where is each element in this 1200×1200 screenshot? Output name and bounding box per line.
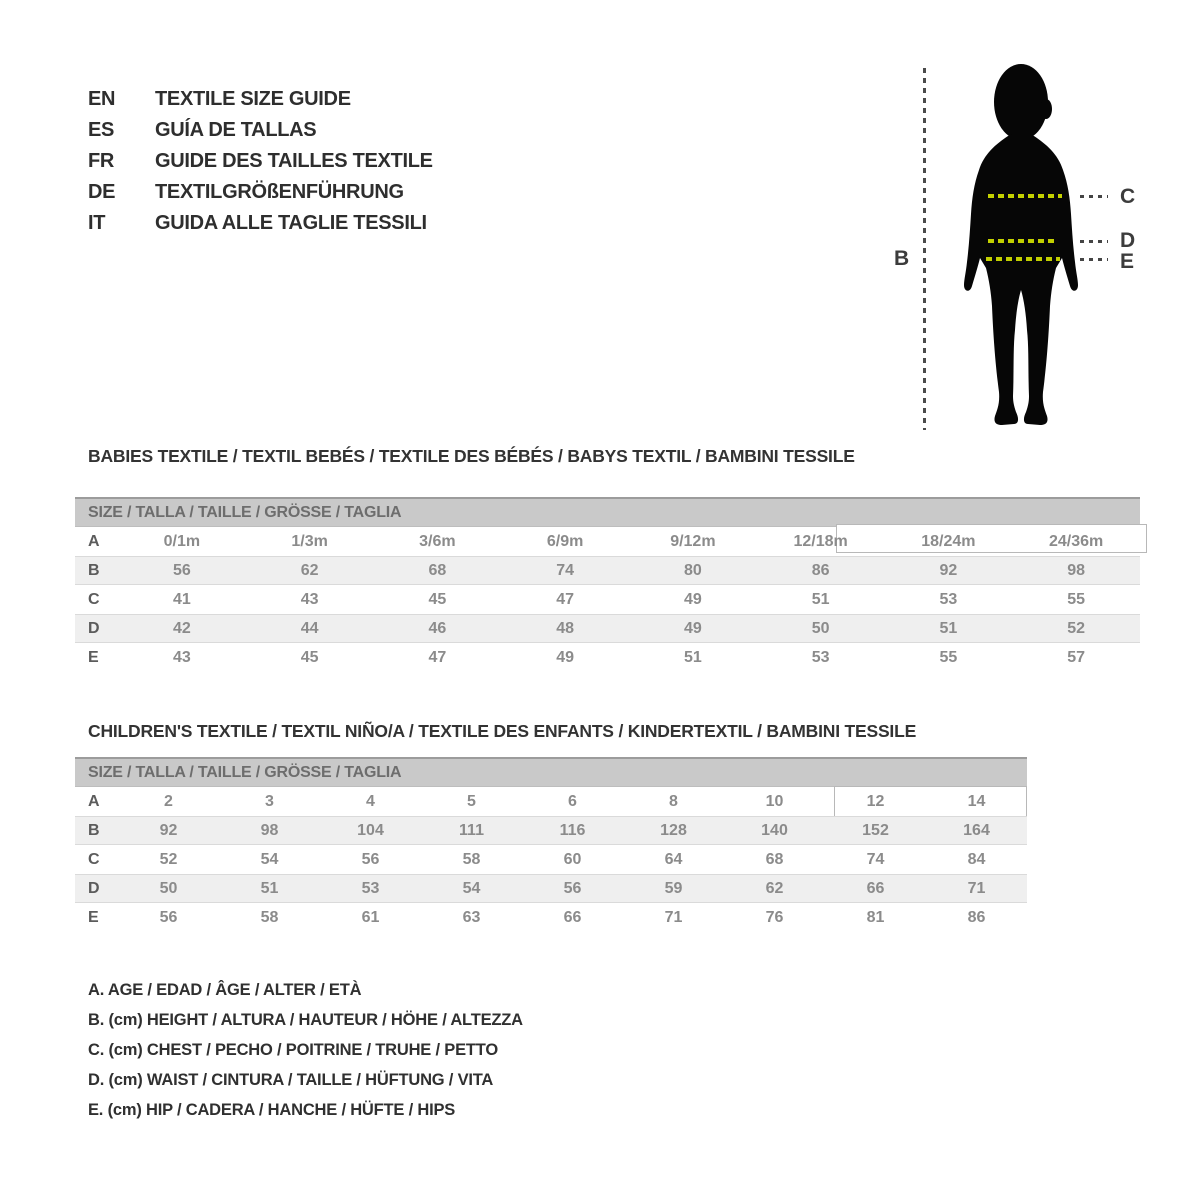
size-cell: 47 — [556, 590, 575, 608]
lang-row-it — [88, 208, 433, 239]
size-cell: 152 — [862, 821, 889, 839]
babies-table-rows — [75, 527, 1140, 672]
size-cell: 104 — [357, 821, 384, 839]
size-cell: 66 — [563, 908, 582, 926]
lang-row-fr — [88, 146, 433, 177]
size-cell: 76 — [765, 908, 784, 926]
lang-title: GUIDA ALLE TAGLIE TESSILI — [155, 212, 427, 234]
size-cell: 164 — [963, 821, 990, 839]
children-size-table — [75, 757, 1027, 932]
hip-measure-line — [986, 257, 1060, 261]
size-cell: 84 — [967, 850, 986, 868]
lang-title: GUIDE DES TAILLES TEXTILE — [155, 150, 433, 172]
size-cell: 47 — [428, 648, 447, 666]
table-row-b — [75, 556, 1140, 585]
lang-title: GUÍA DE TALLAS — [155, 119, 317, 141]
size-cell: 128 — [660, 821, 687, 839]
lang-title: TEXTILGRÖßENFÜHRUNG — [155, 181, 404, 203]
lang-code: IT — [88, 212, 106, 234]
size-cell: 57 — [1067, 648, 1086, 666]
table-row-b — [75, 816, 1027, 845]
table-row-c — [75, 845, 1027, 874]
size-cell: 4 — [366, 792, 375, 810]
size-cell: 6 — [568, 792, 577, 810]
size-cell: 53 — [939, 590, 958, 608]
row-label: B — [88, 821, 100, 839]
waist-connector-line — [1080, 240, 1108, 243]
size-cell: 14 — [967, 792, 986, 810]
table-row-a — [75, 527, 1140, 556]
legend-item-waist: D. (cm) WAIST / CINTURA / TAILLE / HÜFTUNG / VITA — [88, 1070, 494, 1089]
size-cell: 111 — [459, 821, 484, 839]
size-cell: 52 — [1067, 619, 1086, 637]
size-cell: 50 — [159, 879, 178, 897]
size-cell: 9/12m — [670, 532, 716, 550]
children-section-title: CHILDREN'S TEXTILE / TEXTIL NIÑO/A / TEXTILE DES ENFANTS / KINDERTEXTIL / BAMBINI TESSILE — [88, 721, 917, 741]
size-cell: 53 — [811, 648, 830, 666]
size-cell: 51 — [683, 648, 702, 666]
row-label: C — [88, 850, 100, 868]
table-row-d — [75, 874, 1027, 903]
size-cell: 54 — [260, 850, 279, 868]
size-cell: 54 — [462, 879, 481, 897]
babies-size-table — [75, 497, 1140, 672]
size-cell: 61 — [361, 908, 380, 926]
size-cell: 10 — [765, 792, 784, 810]
size-cell: 116 — [559, 821, 586, 839]
size-cell: 49 — [683, 619, 702, 637]
legend-item-chest: C. (cm) CHEST / PECHO / POITRINE / TRUHE / PETTO — [88, 1040, 498, 1059]
table-row-e — [75, 903, 1027, 932]
measurement-legend — [88, 975, 523, 1125]
size-cell: 63 — [462, 908, 481, 926]
size-cell: 0/1m — [163, 532, 201, 550]
height-label: B — [894, 247, 910, 270]
lang-code: ES — [88, 119, 115, 141]
size-cell: 52 — [159, 850, 178, 868]
size-cell: 43 — [172, 648, 191, 666]
size-cell: 49 — [556, 648, 575, 666]
size-cell: 56 — [563, 879, 582, 897]
size-cell: 55 — [1067, 590, 1086, 608]
size-cell: 74 — [866, 850, 885, 868]
size-cell: 92 — [159, 821, 178, 839]
size-cell: 50 — [811, 619, 830, 637]
lang-code: FR — [88, 150, 115, 172]
size-cell: 56 — [172, 561, 191, 579]
size-cell: 68 — [428, 561, 447, 579]
chest-connector-line — [1080, 195, 1108, 198]
size-cell: 62 — [765, 879, 784, 897]
size-cell: 60 — [563, 850, 582, 868]
size-cell: 51 — [260, 879, 279, 897]
size-cell: 80 — [683, 561, 702, 579]
size-cell: 46 — [428, 619, 447, 637]
size-cell: 71 — [967, 879, 986, 897]
lang-row-es — [88, 115, 433, 146]
children-table-rows — [75, 787, 1027, 932]
size-cell: 12/18m — [793, 532, 848, 550]
row-label: C — [88, 590, 100, 608]
table-row-e — [75, 643, 1140, 672]
size-cell: 53 — [361, 879, 380, 897]
row-label: D — [88, 879, 100, 897]
size-cell: 12 — [866, 792, 885, 810]
size-cell: 51 — [811, 590, 830, 608]
size-cell: 42 — [172, 619, 191, 637]
size-cell: 64 — [664, 850, 683, 868]
size-cell: 140 — [761, 821, 788, 839]
row-label: A — [88, 532, 100, 550]
size-cell: 92 — [939, 561, 958, 579]
size-cell: 5 — [467, 792, 476, 810]
chest-measure-line — [988, 194, 1062, 198]
table-row-d — [75, 614, 1140, 643]
size-cell: 3 — [265, 792, 274, 810]
size-cell: 98 — [1067, 561, 1086, 579]
size-cell: 2 — [164, 792, 173, 810]
row-label: D — [88, 619, 100, 637]
size-cell: 8 — [669, 792, 678, 810]
babies-table-header: SIZE / TALLA / TAILLE / GRÖSSE / TAGLIA — [75, 497, 1140, 527]
size-cell: 49 — [683, 590, 702, 608]
row-label: E — [88, 908, 99, 926]
size-cell: 44 — [300, 619, 319, 637]
waist-measure-line — [988, 239, 1058, 243]
size-cell: 86 — [967, 908, 986, 926]
lang-title: TEXTILE SIZE GUIDE — [155, 88, 351, 110]
hip-connector-line — [1080, 258, 1108, 261]
hip-label: E — [1120, 250, 1135, 273]
size-cell: 56 — [361, 850, 380, 868]
lang-code: DE — [88, 181, 116, 203]
size-cell: 48 — [556, 619, 575, 637]
size-cell: 59 — [664, 879, 683, 897]
size-cell: 55 — [939, 648, 958, 666]
size-cell: 86 — [811, 561, 830, 579]
size-cell: 71 — [664, 908, 683, 926]
row-label: B — [88, 561, 100, 579]
lang-code: EN — [88, 88, 116, 110]
chest-label: C — [1120, 185, 1136, 208]
size-cell: 43 — [300, 590, 319, 608]
size-cell: 74 — [556, 561, 575, 579]
size-cell: 18/24m — [921, 532, 976, 550]
row-label: A — [88, 792, 100, 810]
lang-row-de — [88, 177, 433, 208]
size-cell: 66 — [866, 879, 885, 897]
size-cell: 56 — [159, 908, 178, 926]
size-cell: 45 — [300, 648, 319, 666]
legend-item-hip: E. (cm) HIP / CADERA / HANCHE / HÜFTE / HIPS — [88, 1100, 456, 1119]
size-cell: 24/36m — [1048, 532, 1104, 550]
language-header — [88, 84, 433, 239]
size-cell: 6/9m — [546, 532, 584, 550]
children-table-header: SIZE / TALLA / TAILLE / GRÖSSE / TAGLIA — [75, 757, 1027, 787]
size-cell: 58 — [462, 850, 481, 868]
child-silhouette — [950, 62, 1110, 432]
legend-item-age: A. AGE / EDAD / ÂGE / ALTER / ETÀ — [88, 980, 362, 999]
table-row-a — [75, 787, 1027, 816]
size-cell: 41 — [172, 590, 191, 608]
babies-section-title: BABIES TEXTILE / TEXTIL BEBÉS / TEXTILE DES BÉBÉS / BABYS TEXTIL / BAMBINI TESSILE — [88, 446, 855, 466]
size-cell: 81 — [866, 908, 885, 926]
size-cell: 1/3m — [291, 532, 328, 550]
waist-label: D — [1120, 229, 1136, 252]
height-measure-line — [923, 68, 926, 430]
size-cell: 58 — [260, 908, 279, 926]
size-cell: 51 — [939, 619, 958, 637]
row-label: E — [88, 648, 99, 666]
size-cell: 98 — [260, 821, 279, 839]
lang-row-en — [88, 84, 433, 115]
legend-item-height: B. (cm) HEIGHT / ALTURA / HAUTEUR / HÖHE / ALTEZZA — [88, 1010, 523, 1029]
size-cell: 62 — [300, 561, 319, 579]
table-row-c — [75, 585, 1140, 614]
size-cell: 45 — [428, 590, 447, 608]
size-cell: 3/6m — [419, 532, 456, 550]
size-cell: 68 — [765, 850, 784, 868]
